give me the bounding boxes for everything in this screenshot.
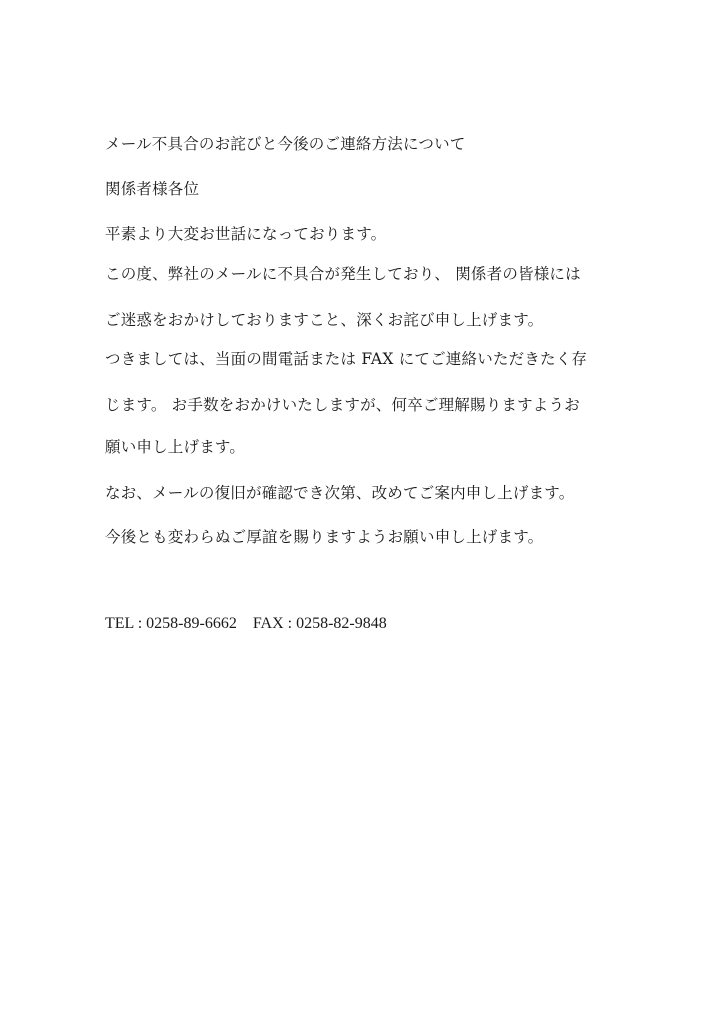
body-line-6: 願い申し上げます。: [105, 438, 246, 456]
body-line-2: この度、弊社のメールに不具合が発生しており、 関係者の皆様には: [105, 265, 581, 283]
body-line-8: 今後とも変わらぬご厚誼を賜りますようお願い申し上げます。: [105, 528, 544, 546]
contact-info: TEL : 0258-89-6662 FAX : 0258-82-9848: [105, 615, 387, 632]
salutation: 関係者様各位: [105, 180, 200, 198]
body-line-3: ご迷惑をおかけしておりますこと、深くお詫び申し上げます。: [105, 311, 544, 329]
document-title: メール不具合のお詫びと今後のご連絡方法について: [105, 135, 466, 153]
body-line-7: なお、メールの復旧が確認でき次第、改めてご案内申し上げます。: [105, 484, 575, 502]
body-line-4: つきましては、当面の間電話または FAX にてご連絡いただきたく存: [105, 350, 588, 368]
body-line-1: 平素より大変お世話になっております。: [105, 225, 387, 243]
body-line-5: じます。 お手数をおかけいたしますが、何卒ご理解賜りますようお: [105, 396, 580, 414]
